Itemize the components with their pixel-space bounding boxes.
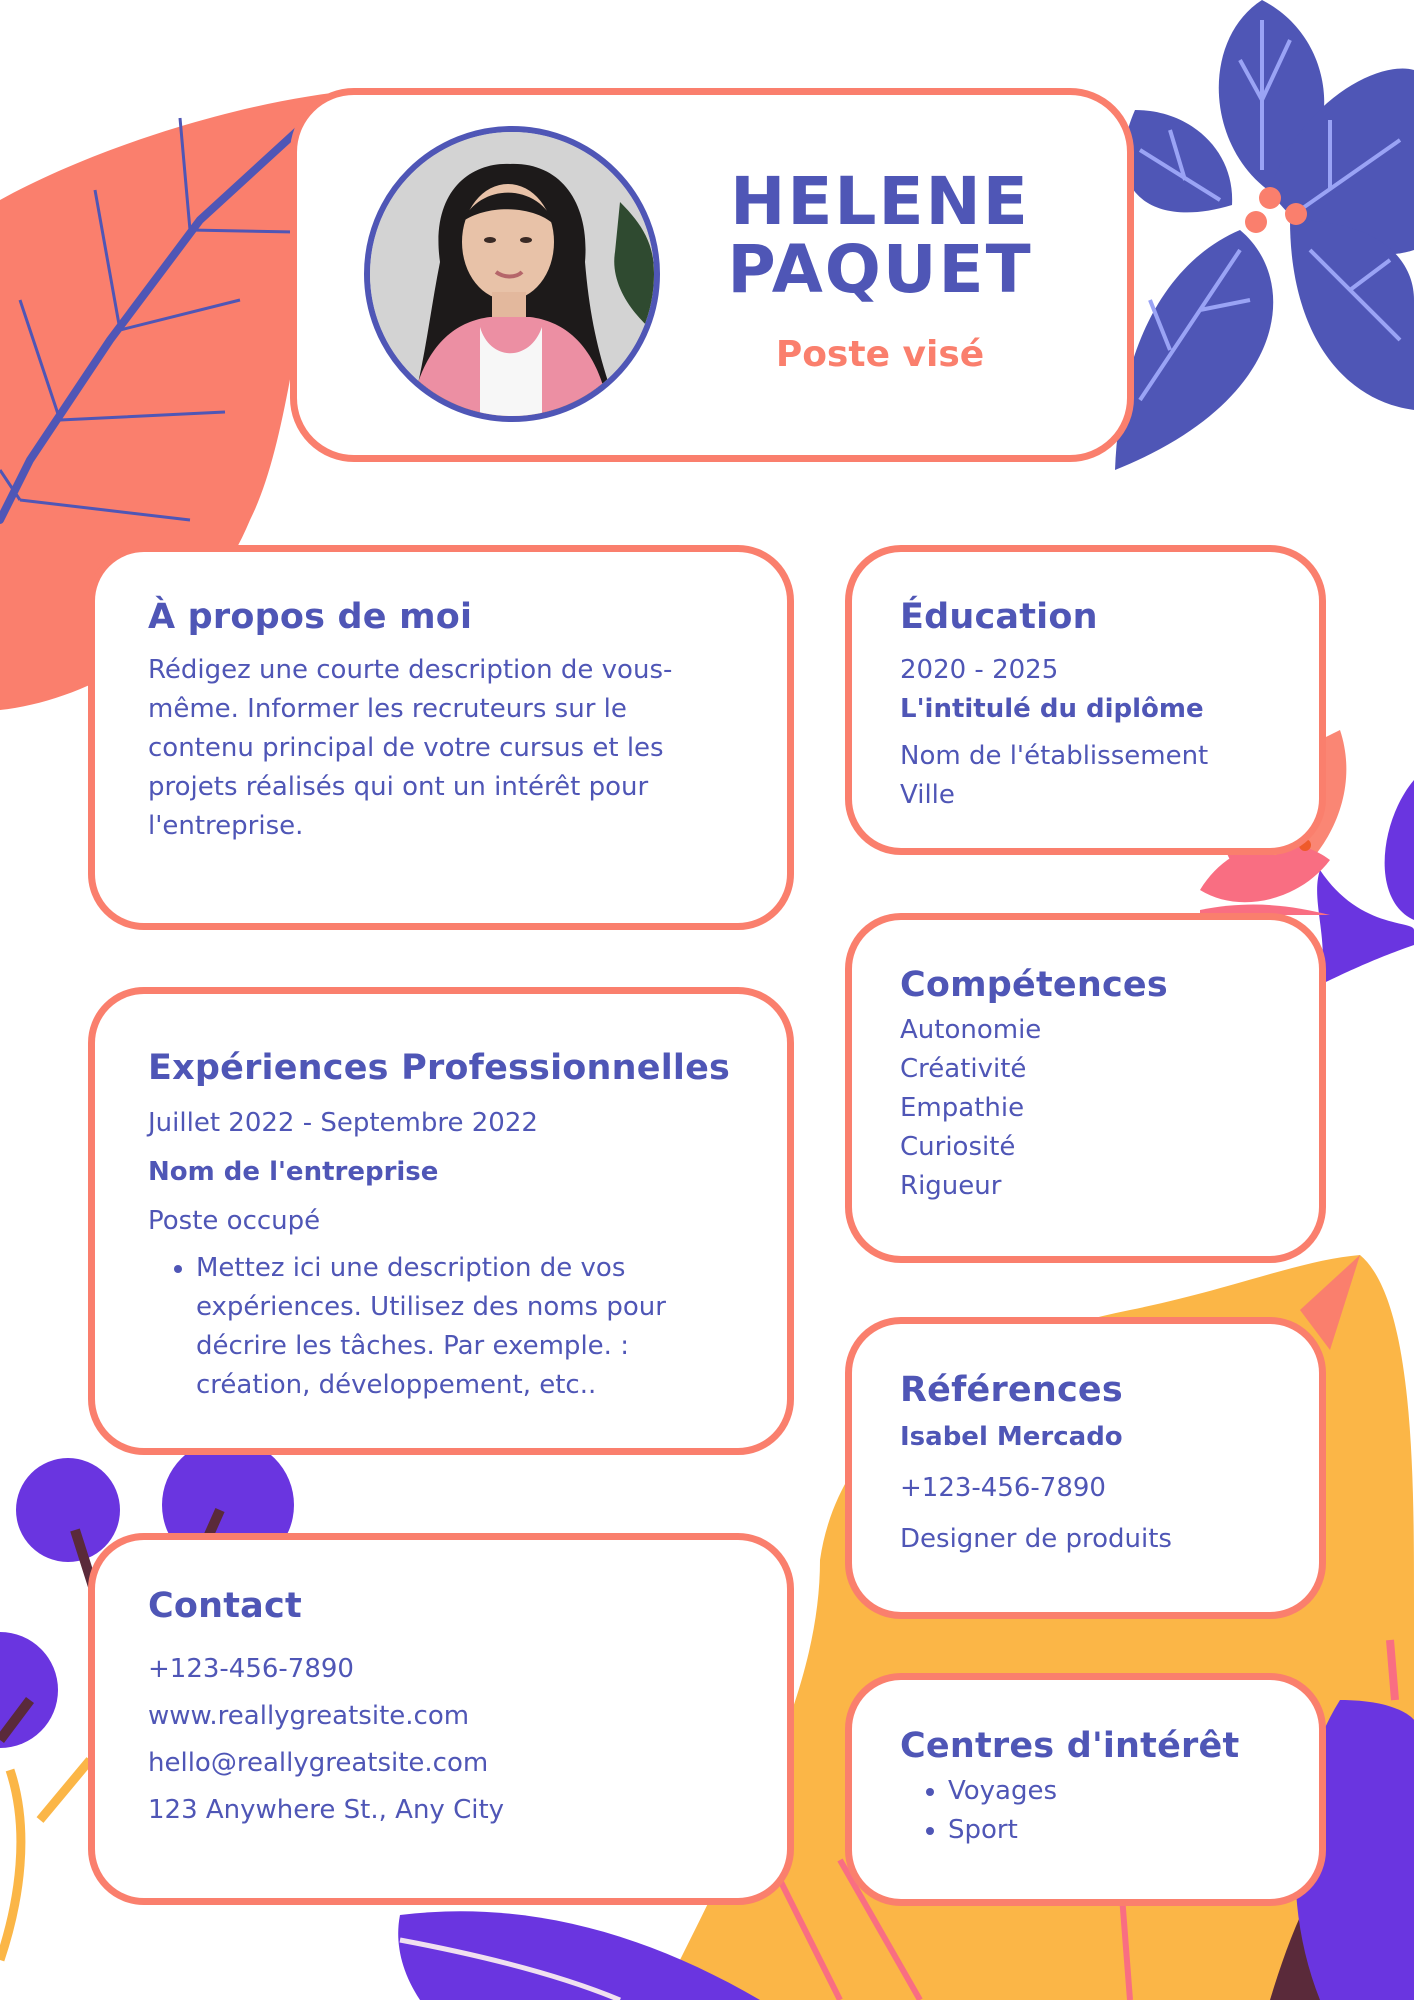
first-name: HELENE [730, 163, 1030, 240]
reference-job: Designer de produits [900, 1524, 1172, 1554]
about-description: Rédigez une courte description de vous- même. Informer les recruteurs sur le contenu principal de votre cursus et les projets réalisés qui ont un intérêt pour l'entreprise. [148, 655, 673, 841]
interests-card [845, 1673, 1326, 1906]
skill-item: Curiosité [900, 1132, 1016, 1162]
experience-card [88, 987, 794, 1455]
reference-phone: +123-456-7890 [900, 1473, 1106, 1503]
contact-website[interactable]: www.reallygreatsite.com [148, 1701, 470, 1731]
experience-company: Nom de l'entreprise [148, 1157, 439, 1187]
contact-phone: +123-456-7890 [148, 1654, 354, 1684]
references-card [845, 1317, 1326, 1619]
profile-photo [364, 126, 660, 422]
education-title: Éducation [900, 597, 1098, 637]
contact-title: Contact [148, 1586, 302, 1626]
interests-title: Centres d'intérêt [900, 1726, 1240, 1766]
interests-list [900, 1772, 1319, 1850]
skill-item: Autonomie [900, 1015, 1042, 1045]
about-card [88, 545, 794, 930]
last-name: PAQUET [727, 231, 1033, 308]
interest-item: • Sport [948, 1811, 1319, 1850]
experience-dates: Juillet 2022 - Septembre 2022 [148, 1108, 538, 1138]
contact-card [88, 1533, 794, 1905]
skills-card [845, 913, 1326, 1263]
candidate-name [700, 163, 1060, 308]
skills-list [900, 1011, 1319, 1206]
portrait-image [370, 132, 654, 416]
education-years: 2020 - 2025 [900, 655, 1059, 685]
skills-title: Compétences [900, 965, 1168, 1005]
education-school: Nom de l'établissement [900, 741, 1209, 771]
references-title: Références [900, 1370, 1123, 1410]
blue-flower-decoration [1115, 0, 1414, 470]
about-title: À propos de moi [148, 597, 473, 637]
contact-address: 123 Anywhere St., Any City [148, 1795, 505, 1825]
skill-item: Empathie [900, 1093, 1025, 1123]
education-card [845, 545, 1326, 855]
skill-item: Créativité [900, 1054, 1027, 1084]
experience-position: Poste occupé [148, 1206, 321, 1236]
experience-bullets [148, 1249, 787, 1405]
contact-email[interactable]: hello@reallygreatsite.com [148, 1748, 489, 1778]
experience-bullet: • Mettez ici une description de vos expériences. Utilisez des noms pour décrire les tâches. Par exemple. : création, développement, etc.. [196, 1249, 787, 1405]
target-position: Poste visé [775, 334, 985, 375]
education-city: Ville [900, 780, 955, 810]
experience-title: Expériences Professionnelles [148, 1048, 731, 1088]
reference-name: Isabel Mercado [900, 1422, 1123, 1452]
skill-item: Rigueur [900, 1171, 1002, 1201]
education-degree: L'intitulé du diplôme [900, 694, 1204, 724]
interest-item: • Voyages [948, 1772, 1319, 1811]
